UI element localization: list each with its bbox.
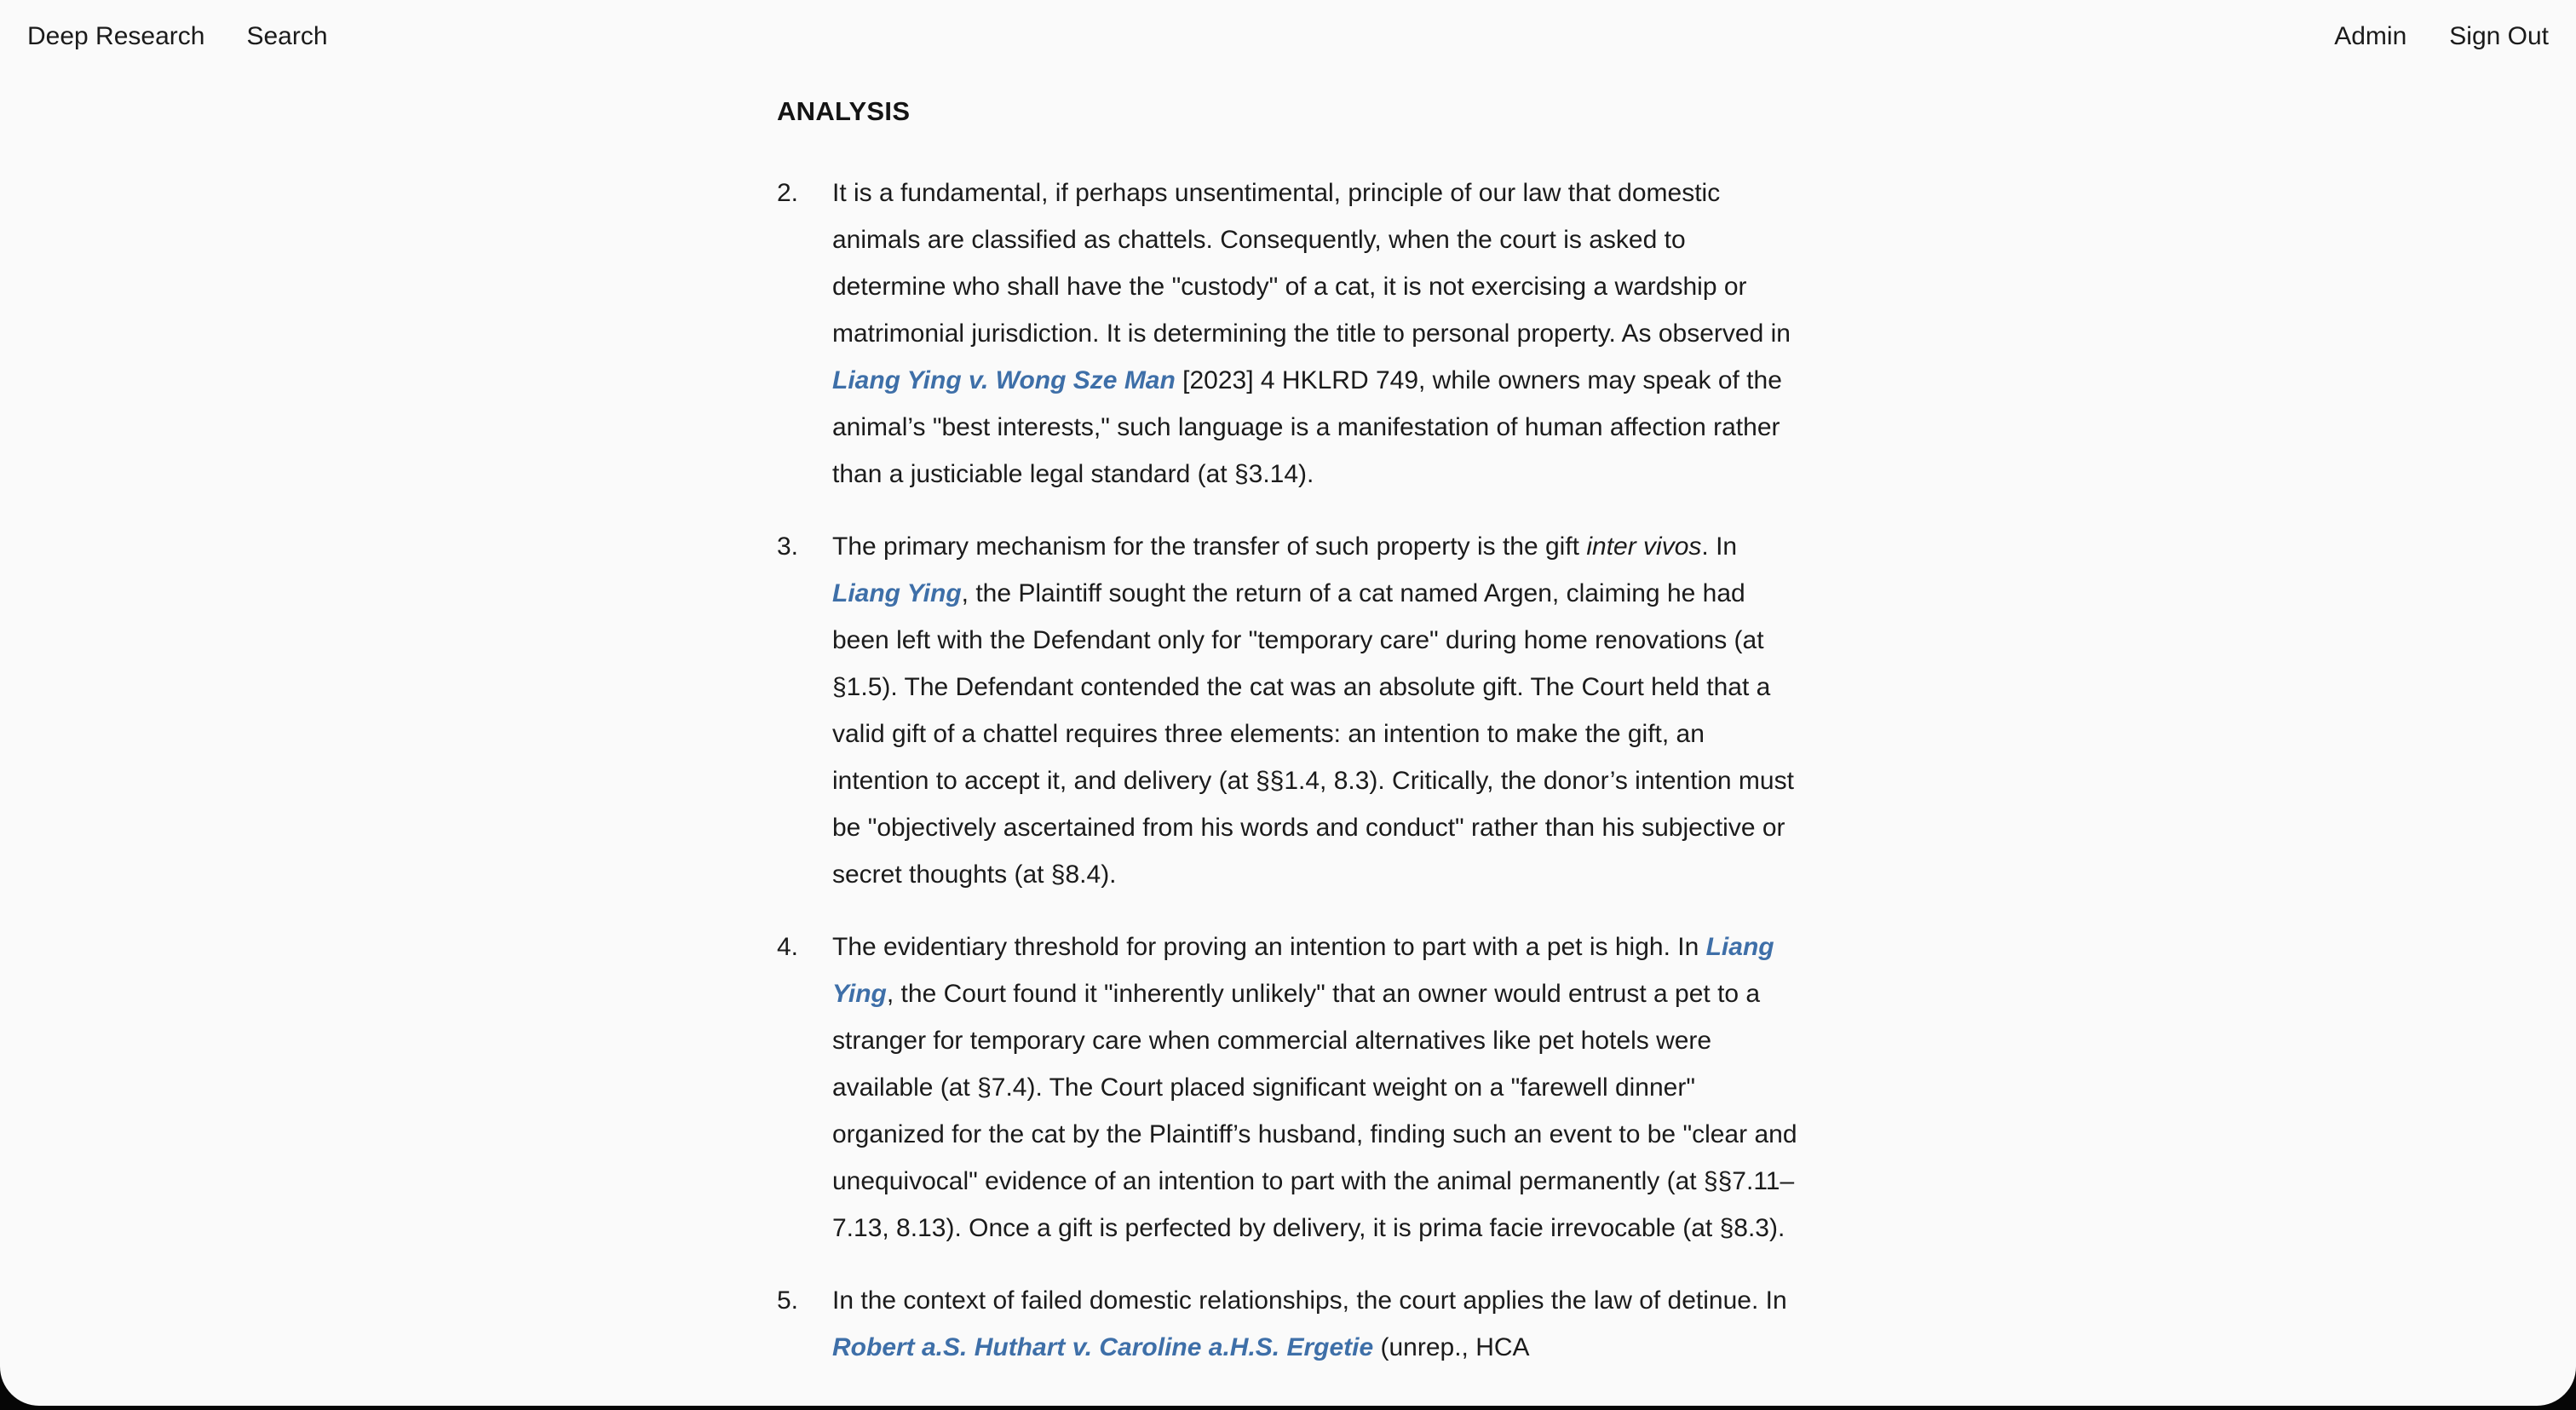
- paragraph-text: [832, 1277, 1799, 1371]
- case-citation-link[interactable]: Liang Ying: [832, 933, 1774, 1009]
- analysis-paragraph: [777, 1277, 1799, 1371]
- case-citation-link[interactable]: Robert a.S. Huthart v. Caroline a.H.S. Ergetie: [832, 1333, 1374, 1362]
- nav-item-admin[interactable]: Admin: [2334, 22, 2407, 50]
- text-run: The evidentiary threshold for proving an intention to part with a pet is high. In: [832, 933, 1706, 962]
- case-citation-link[interactable]: Liang Ying: [832, 579, 962, 608]
- nav-item-search[interactable]: Search: [246, 22, 328, 50]
- nav-left-group: [27, 22, 328, 51]
- paragraph-text: [832, 523, 1799, 898]
- analysis-paragraph: [777, 170, 1799, 498]
- nav-item-sign-out[interactable]: Sign Out: [2449, 22, 2549, 50]
- paragraph-number: 2.: [777, 179, 799, 208]
- section-heading: ANALYSIS: [777, 96, 911, 126]
- text-run: , the Court found it "inherently unlikely" that an owner would entrust a pet to a stranger for temporary care when commercial alternatives like pet hotels were available (at §7.4). The Court placed significant weight on a "farewell dinner" organized for the cat by the Plaintiff’s husband, finding such an event to be "clear and unequivocal" evidence of an intention to part with the animal permanently (at §§7.11–7.13, 8.13). Once a gift is perfected by delivery, it is prima facie irrevocable (at §8.3).: [832, 980, 1797, 1243]
- analysis-paragraph: [777, 924, 1799, 1252]
- text-run: The primary mechanism for the transfer of such property is the gift: [832, 532, 1587, 561]
- document-view: [777, 73, 1799, 1371]
- paragraph-number: 5.: [777, 1286, 799, 1315]
- case-citation-link[interactable]: Liang Ying v. Wong Sze Man: [832, 366, 1176, 395]
- paragraph-text: [832, 170, 1799, 498]
- nav-right-group: [2334, 22, 2549, 51]
- nav-item-deep-research[interactable]: Deep Research: [27, 22, 205, 50]
- analysis-paragraph: [777, 523, 1799, 898]
- paragraph-text: [832, 924, 1799, 1252]
- text-run: [2023] 4 HKLRD 749, while owners may speak of the animal’s "best interests," such language is a manifestation of human affection rather than a justiciable legal standard (at §3.14).: [832, 366, 1782, 489]
- paragraph-list: [777, 170, 1799, 1371]
- text-run: . In: [1701, 532, 1738, 561]
- text-run: It is a fundamental, if perhaps unsentimental, principle of our law that domestic animals are classified as chattels. Consequently, when the court is asked to determine who shall have the "custody" of a cat, it is not exercising a wardship or matrimonial jurisdiction. It is determining the title to personal property. As observed in: [832, 179, 1791, 348]
- latin-term: inter vivos: [1586, 532, 1702, 561]
- text-run: In the context of failed domestic relationships, the court applies the law of detinue. In: [832, 1286, 1787, 1315]
- paragraph-number: 3.: [777, 532, 799, 561]
- text-run: (unrep., HCA: [1373, 1333, 1530, 1362]
- paragraph-number: 4.: [777, 933, 799, 962]
- text-run: , the Plaintiff sought the return of a cat named Argen, claiming he had been left with the Defendant only for "temporary care" during home renovations (at §1.5). The Defendant contended the cat was an absolute gift. The Court held that a valid gift of a chattel requires three elements: an intention to make the gift, an intention to accept it, and delivery (at §§1.4, 8.3). Critically, the donor’s intention must be "objectively ascertained from his words and conduct" rather than his subjective or secret thoughts (at §8.4).: [832, 579, 1794, 889]
- top-nav: [0, 0, 2576, 73]
